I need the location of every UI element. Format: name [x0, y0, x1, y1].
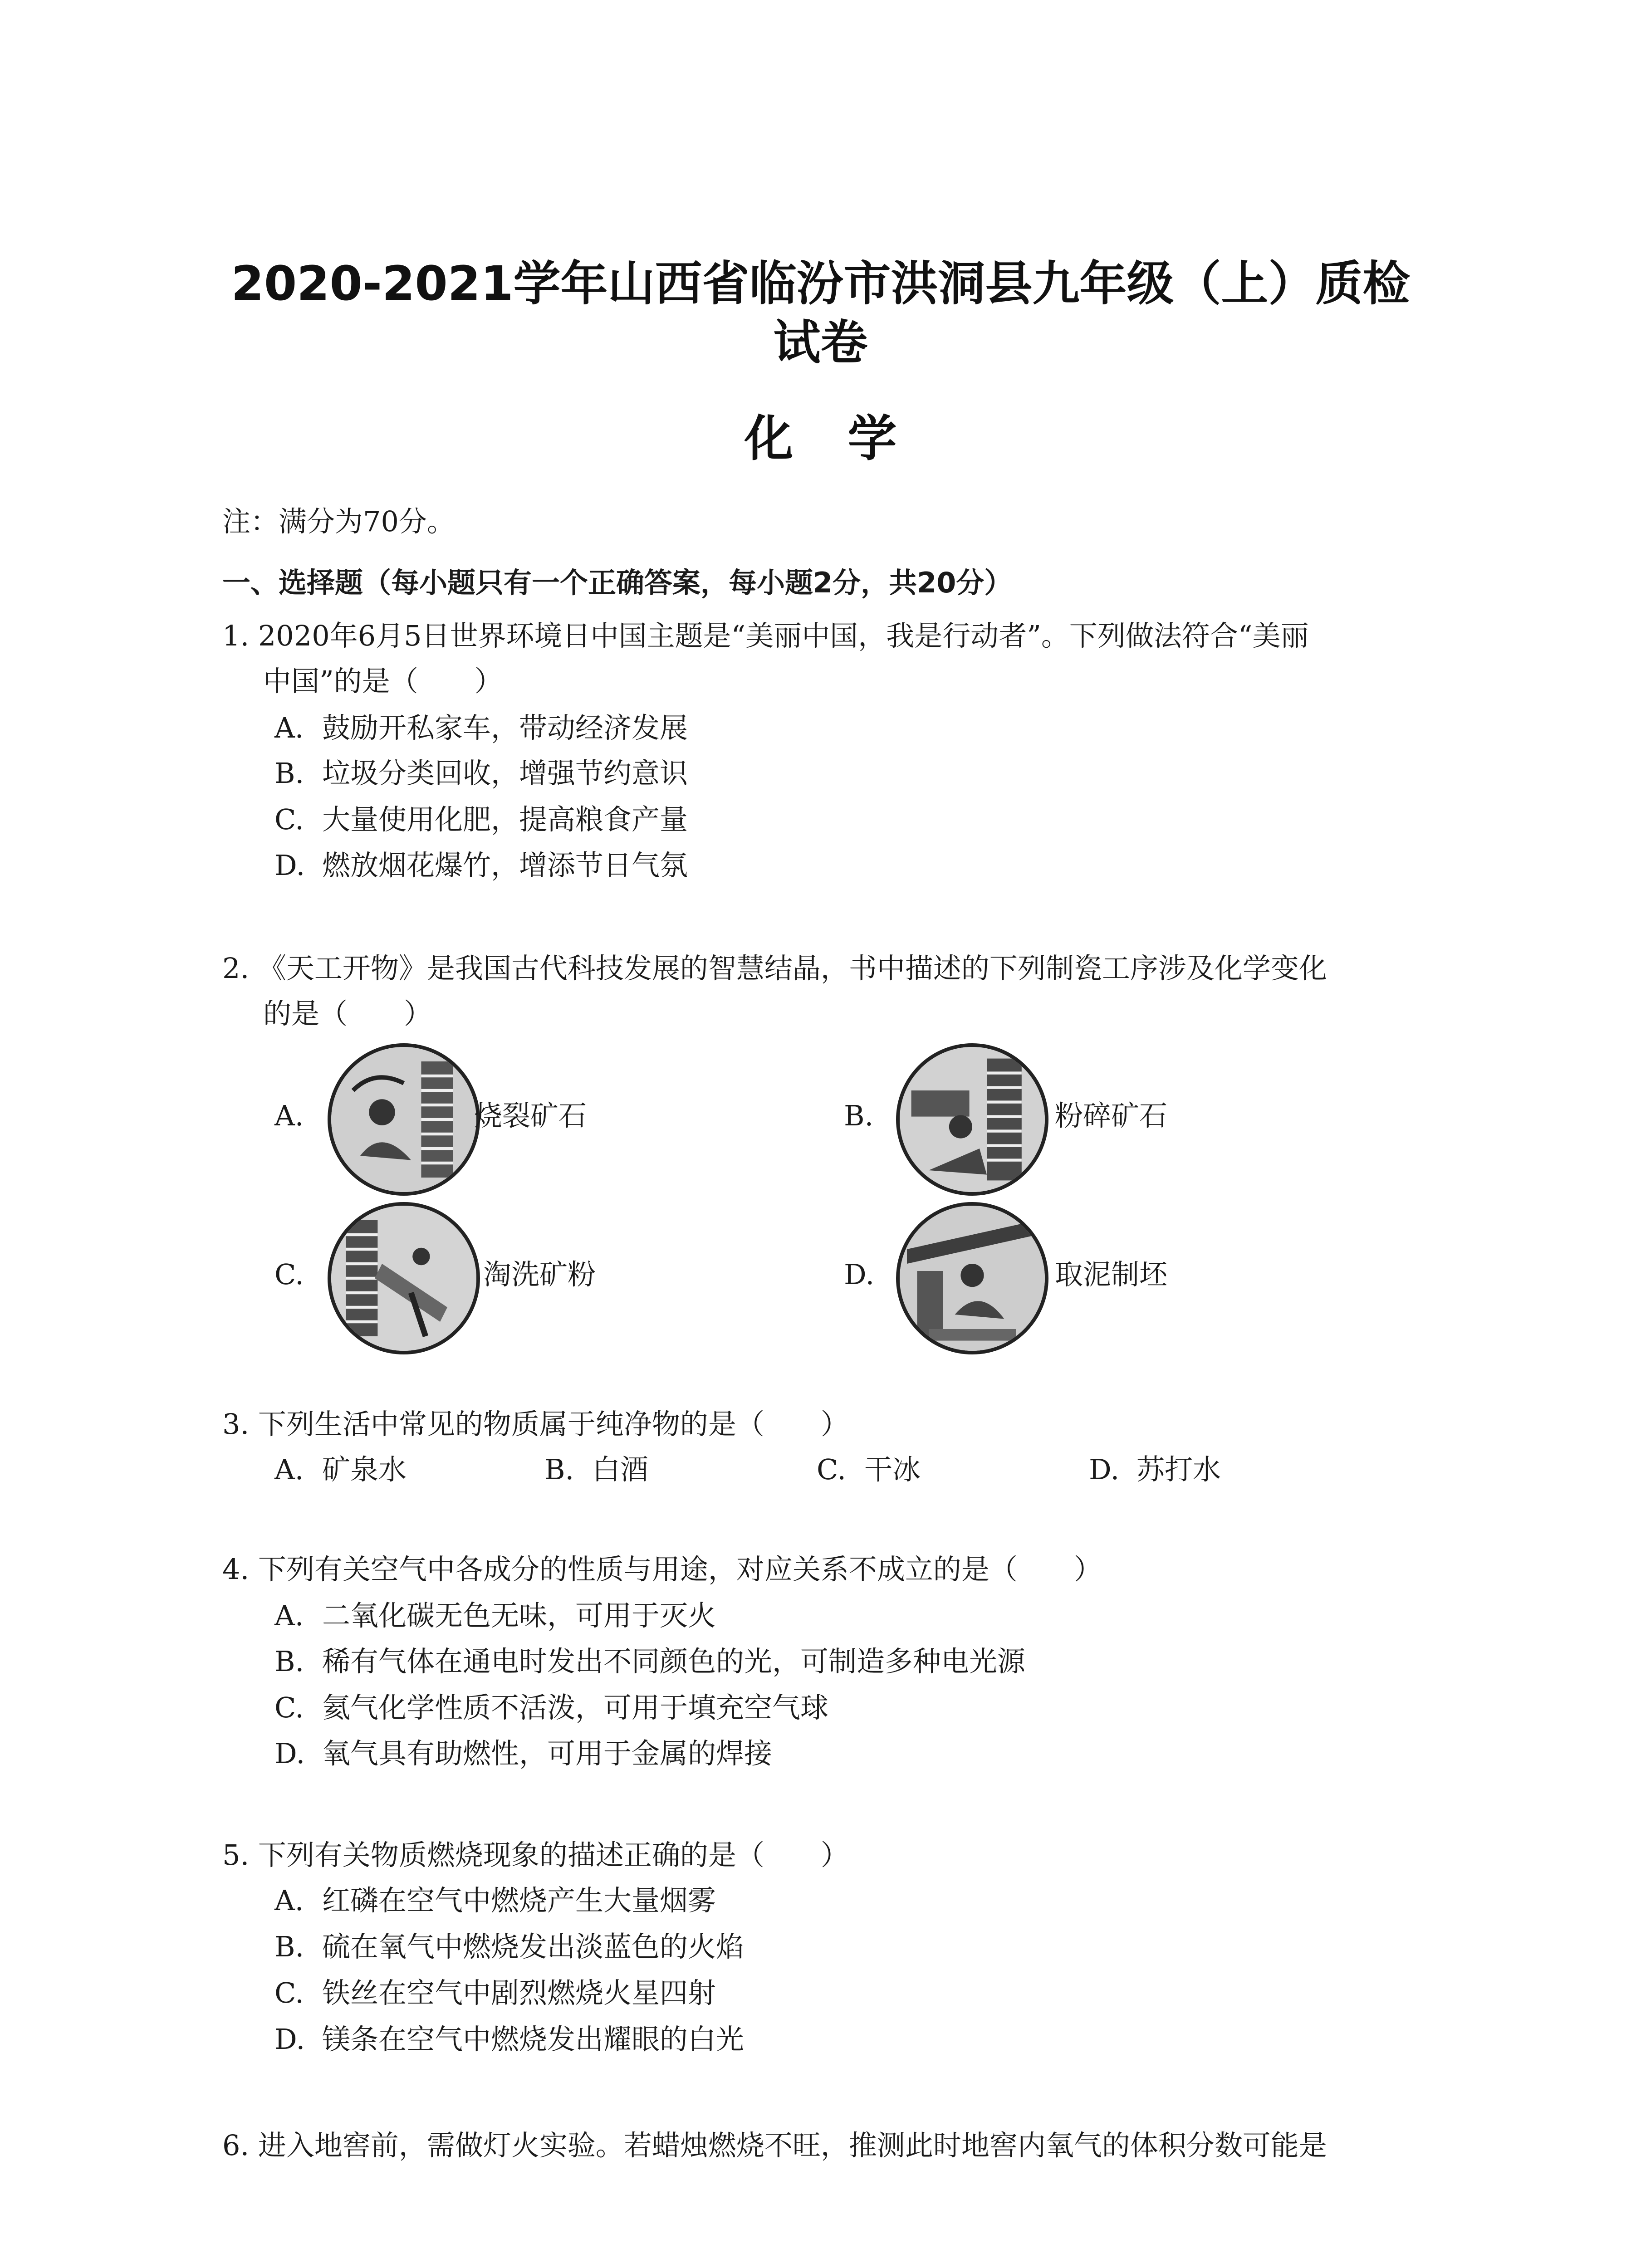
crushing-engraving-image-b: [896, 1043, 1048, 1196]
q4-option-d: [274, 1735, 772, 1772]
q1-option-c: [274, 802, 688, 838]
option-letter: C.: [274, 1976, 304, 2009]
option-text: 垃圾分类回收，增强节约意识: [322, 757, 688, 790]
option-letter: A.: [274, 1453, 304, 1486]
option-letter: A.: [274, 711, 304, 744]
option-text: 大量使用化肥，提高粮食产量: [322, 803, 688, 836]
q5-stem: 5. 下列有关物质燃烧现象的描述正确的是（ ）: [222, 1838, 849, 1872]
option-letter: B.: [274, 1930, 304, 1963]
q3-stem: 3. 下列生活中常见的物质属于纯净物的是（ ）: [222, 1408, 849, 1441]
option-text: 鼓励开私家车，带动经济发展: [322, 711, 688, 744]
option-letter: B.: [544, 1453, 574, 1486]
q1-option-a: [274, 710, 688, 746]
q6-stem-line1: 6. 进入地窖前，需做灯火实验。若蜡烛燃烧不旺，推测此时地窖内氧气的体积分数可能是: [222, 2129, 1327, 2162]
exam-title-line1: 2020-2021学年山西省临汾市洪洞县九年级（上）质检: [231, 256, 1410, 311]
option-text: 红磷在空气中燃烧产生大量烟雾: [322, 1884, 716, 1917]
option-letter: D.: [274, 849, 305, 882]
option-letter: B.: [274, 1645, 304, 1678]
option-text: 矿泉水: [322, 1453, 407, 1486]
q2-option-c-text: 淘洗矿粉: [483, 1258, 596, 1291]
q5-option-c: [274, 1975, 716, 2011]
q2-option-b-text: 粉碎矿石: [1055, 1099, 1168, 1132]
option-text: 干冰: [864, 1453, 921, 1486]
option-text: 二氧化碳无色无味，可用于灭火: [322, 1599, 716, 1632]
option-text: 白酒: [592, 1453, 649, 1486]
score-note: 注：满分为70分。: [222, 505, 455, 538]
option-letter: B.: [274, 757, 304, 790]
option-text: 硫在氧气中燃烧发出淡蓝色的火焰: [322, 1930, 745, 1963]
q3-option-c: [817, 1452, 921, 1488]
option-letter: A.: [274, 1599, 304, 1632]
q5-option-a: [274, 1882, 716, 1919]
option-text: 镁条在空气中燃烧发出耀眼的白光: [322, 2023, 745, 2056]
q1-stem-line1: 1. 2020年6月5日世界环境日中国主题是“美丽中国，我是行动者”。下列做法符合“美丽: [222, 619, 1309, 652]
q2-option-b-letter: B.: [844, 1099, 874, 1132]
subject-title: 化学: [744, 411, 951, 467]
option-text: 苏打水: [1136, 1453, 1221, 1486]
option-letter: D.: [1089, 1453, 1120, 1486]
washing-engraving-image-c: [328, 1202, 480, 1354]
kiln-engraving-image-a: [328, 1043, 480, 1196]
q4-option-a: [274, 1598, 716, 1634]
q3-option-a: [274, 1452, 407, 1488]
option-letter: D.: [274, 1737, 305, 1770]
q3-option-b: [544, 1452, 648, 1488]
q2-option-d-letter: D.: [844, 1258, 875, 1291]
q2-option-d-text: 取泥制坯: [1055, 1258, 1168, 1291]
q2-stem-line2: 的是（ ）: [263, 997, 432, 1030]
exam-title-line2: 试卷: [773, 315, 868, 370]
q2-option-c-letter: C.: [274, 1258, 304, 1291]
q4-stem: 4. 下列有关空气中各成分的性质与用途，对应关系不成立的是（ ）: [222, 1553, 1102, 1586]
option-letter: D.: [274, 2023, 305, 2056]
q2-option-a-letter: A.: [274, 1099, 304, 1132]
option-letter: C.: [274, 1691, 304, 1724]
q5-option-b: [274, 1929, 744, 1965]
q4-option-c: [274, 1690, 828, 1726]
section-heading: 一、选择题（每小题只有一个正确答案，每小题2分，共20分）: [222, 566, 1013, 599]
option-letter: A.: [274, 1884, 304, 1917]
option-text: 氧气具有助燃性，可用于金属的焊接: [322, 1737, 773, 1770]
option-letter: C.: [817, 1453, 846, 1486]
option-text: 氦气化学性质不活泼，可用于填充空气球: [322, 1691, 829, 1724]
option-text: 铁丝在空气中剧烈燃烧火星四射: [322, 1976, 716, 2009]
q5-option-d: [274, 2021, 744, 2058]
q1-stem-line2: 中国”的是（ ）: [263, 665, 503, 698]
q4-option-b: [274, 1643, 1025, 1680]
q1-option-d: [274, 847, 688, 884]
q1-option-b: [274, 755, 688, 792]
clay-engraving-image-d: [896, 1202, 1048, 1354]
option-letter: C.: [274, 803, 304, 836]
option-text: 稀有气体在通电时发出不同颜色的光，可制造多种电光源: [322, 1645, 1026, 1678]
option-text: 燃放烟花爆竹，增添节日气氛: [322, 849, 688, 882]
q2-stem-line1: 2. 《天工开物》是我国古代科技发展的智慧结晶，书中描述的下列制瓷工序涉及化学变化: [222, 952, 1327, 985]
q3-option-d: [1089, 1452, 1221, 1488]
q2-option-a-text: 烧裂矿石: [474, 1099, 587, 1132]
